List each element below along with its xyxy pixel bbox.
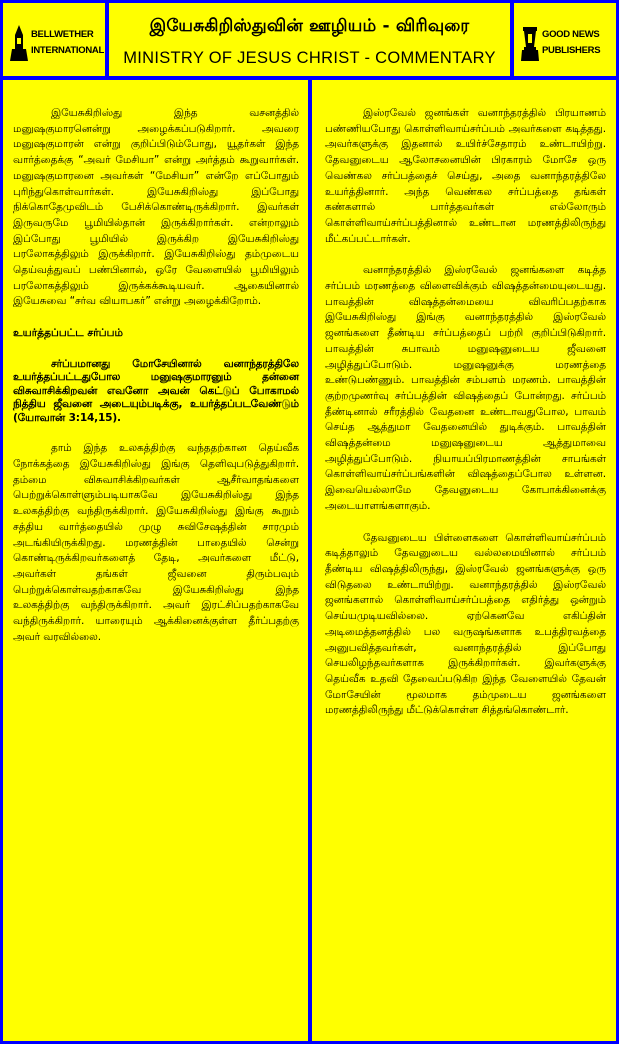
section-heading: உயர்த்தப்பட்ட சர்ப்பம் [13, 327, 124, 340]
left-column [3, 80, 308, 1041]
lamp-icon [520, 25, 540, 61]
good-news-logo-text: GOOD NEWS PUBLISHERS [542, 29, 601, 56]
bell-tower-icon [9, 25, 29, 61]
bellwether-logo-text: BELLWETHER INTERNATIONAL [31, 29, 104, 56]
title-english: MINISTRY OF JESUS CHRIST - COMMENTARY [123, 49, 496, 67]
left-paragraph-2: தாம் இந்த உலகத்திற்கு வந்ததற்கான தெய்வீக நோக்கத்தை இயேசுகிறிஸ்து இங்கு தெளிவுபடுத்துகிறார். தம்மை விசுவாசிக்கிறவர்கள் ஆசீர்வாதங்களை பெற்றுக்கொள்ளும்படியாகவே இயேசுகிறிஸ்து இந்த உலகத்திற்கு வந்திருக்கிறார். இயேசுகிறிஸ்து இங்கு கூறும் சத்திய வார்த்தையில் முழு சுவிசேஷத்தின் சாரமும் அடங்கியிருக்கிறது. மரணத்தின் பாதையில் சென்று கொண்டிருக்கிறவர்களைத் தேடி, அவர்களை மீட்டு, அவர்கள் தங்கள் ஜீவனை திரும்பவும் பெற்றுக்கொள்வதற்காகவே இயேசுகிறிஸ்து இந்த உலகத்திற்கு வந்திருக்கிறார். அவர் இரட்சிப்பதற்காகவே வந்திருக்கிறார். யாரையும் ஆக்கினைக்குள்ள தீர்ப்பதற்கு அவர் வரவில்லை. [13, 442, 299, 643]
right-column [312, 80, 616, 1041]
right-paragraph-1: இஸ்ரவேல் ஜனங்கள் வனாந்தரத்தில் பிரயாணம் பண்ணியபோது கொள்ளிவாய்சர்ப்பம் அவர்களை கடித்தது. அவர்களுக்கு இதனால் உயிர்ச்சேதாரம் உண்டாயிற்று. தேவனுடைய ஆலோசனையின் பிரகாரம் மோசே ஒரு வெண்கல சர்ப்பத்தைச் செய்து, அதை வனாந்தரத்திலே உயர்த்தினார். அந்த வெண்கல சர்ப்பத்தை தங்கள் கண்களால் பார்த்தவர்கள் எல்லோரும் கொள்ளிவாய்சர்ப்பத்தினால் உண்டான மரணத்திலிருந்து மீட்கப்பட்டார்கள். [325, 107, 606, 245]
header-title-box [109, 3, 510, 76]
title-tamil: இயேசுகிறிஸ்துவின் ஊழியம் - விரிவுரை [149, 16, 470, 36]
left-paragraph-1: இயேசுகிறிஸ்து இந்த வசனத்தில் மனுஷகுமாரனென்று அழைக்கப்படுகிறார். அவரை மனுஷகுமாரன் என்று குறிப்பிடும்போது, யூதர்கள் இந்த வார்த்தைக்கு “அவர் மேசியா” என்று அர்த்தம் கூறுவார்கள். மனுஷகுமாரனை அவர்கள் “மேசியா” என்றே எப்போதும் புரிந்துகொள்வார்கள். இயேசுகிறிஸ்து இப்போது நிக்கொதேமுவிடம் பேசிக்கொண்டிருக்கிறார். இவர்கள் இருவருமே பூமியில்தான் இருக்கிறார்கள். என்றாலும் இப்போது பூமியில் இருக்கிற இயேசுகிறிஸ்து பரலோகத்திலும் இருக்கிறார். இயேசுகிறிஸ்து தம்முடைய தெய்வத்துவப் பண்பினால், ஒரே வேளையில் பூமியிலும் பரலோகத்திலும் இருக்கக்கூடியவர். ஆகையினால் இயேசுவை “சர்வ வியாபகர்” என்று அழைக்கிறோம். [13, 107, 299, 308]
scripture-quote: சர்ப்பமானது மோசேயினால் வனாந்தரத்திலே உயர்த்தப்பட்டதுபோல மனுஷகுமாரனும் தன்னை விசுவாசிக்கிறவன் எவனோ அவன் கெட்டுப் போகாமல் நித்திய ஜீவனை அடையும்படிக்கு, உயர்த்தப்படவேண்டும் (யோவான் 3:14,15). [13, 357, 299, 424]
right-paragraph-3: தேவனுடைய பிள்ளைகளை கொள்ளிவாய்சர்ப்பம் கடித்தாலும் தேவனுடைய வல்லமையினால் சர்ப்பம் தீண்டிய விஷத்திலிருந்து, இஸ்ரவேல் ஜனங்களுக்கு ஒரு விடுதலை உண்டாயிற்று. வனாந்தரத்தில் இஸ்ரவேல் ஜனங்களால் கொள்ளிவாய்சர்ப்பத்தை எதிர்த்து ஒன்றும் செய்யமுடியவில்லை. ஏற்கெனவே எகிப்தின் அடிமைத்தனத்தில் பல வருஷங்களாக உபத்திரவத்தை அனுபவித்தவர்கள், வனாந்தரத்தில் இப்போது செயலிழந்தவர்களாக இருக்கிறார்கள். இவர்களுக்கு தெய்வீக உதவி தேவைப்படுகிற இந்த வேளையில் தேவன் மோசேயின் மூலமாக தம்முடைய ஜனங்களை மரணத்திலிருந்து மீட்டுக்கொள்ள சித்தங்கொண்டார். [325, 531, 606, 717]
bellwether-logo [3, 3, 105, 76]
good-news-logo [514, 3, 616, 76]
right-paragraph-2: வனாந்தரத்தில் இஸ்ரவேல் ஜனங்களை கடித்த சர்ப்பம் மரணத்தை விளைவிக்கும் விஷத்தன்மையுடையது. பாவத்தின் விஷத்தன்மையை விவரிப்பதற்காக இயேசுகிறிஸ்து இங்கு வனாந்தரத்தில் இஸ்ரவேல் ஜனங்களை தீண்டிய சர்ப்பத்தைப் பற்றி குறிப்பிடுகிறார். பாவத்தின் சுபாவம் மனுஷனுடைய ஜீவனை அழித்துப்போடும். மனுஷனுக்கு மரணத்தை உண்டுபண்ணும். பாவத்தின் சம்பளம் மரணம். பாவத்தின் குற்றமுணர்வு சர்ப்பத்தின் விஷத்தைப் போன்றது. சர்ப்பம் தீண்டினால் சரீரத்தில் வேதனை உண்டாவதுபோல, பாவம் செய்த ஆத்துமா வேதனையில் துடிக்கும். பாவத்தின் விஷத்தன்மை மனுஷனுடைய ஆத்துமாவை அழித்துப்போடும். நியாயப்பிரமாணத்தின் சாபங்கள் கொள்ளிவாய்சர்ப்பங்களின் விஷத்தைப்போல உள்ளன. இவையெல்லாமே தேவனுடைய கோபாக்கினைக்கு அடையாளங்களாகும். [325, 264, 606, 512]
